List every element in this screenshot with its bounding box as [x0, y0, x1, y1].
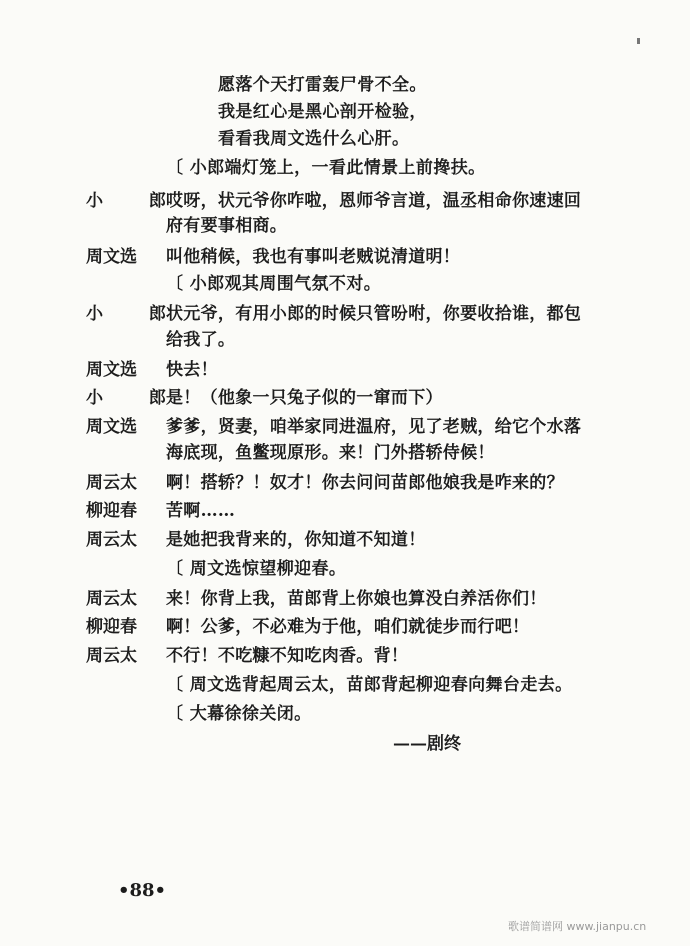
- stage-direction: 〔 小郎观其周围气氛不对。: [166, 274, 382, 294]
- page-number: •88•: [118, 880, 167, 901]
- scan-mark: [637, 38, 640, 44]
- dialogue-line: 快去！: [166, 360, 218, 380]
- dialogue-line: 来！你背上我，苗郎背上你娘也算没白养活你们！: [166, 589, 547, 609]
- dialogue-line: 叫他稍候，我也有事叫老贼说清道明！: [166, 247, 461, 267]
- watermark: 歌谱简谱网 www.jianpu.cn: [508, 920, 647, 933]
- speaker-name: 小 郎: [86, 304, 186, 324]
- dialogue-line: 苦啊……: [166, 501, 236, 521]
- verse-line: 我是红心是黑心剖开检验，: [218, 102, 427, 122]
- speaker-name: 周文选: [86, 417, 137, 437]
- stage-direction: 〔 大幕徐徐关闭。: [166, 704, 312, 724]
- speaker-name: 柳迎春: [86, 501, 137, 521]
- dialogue-line: 爹爹，贤妻，咱举家同进温府，见了老贼，给它个水落: [166, 417, 582, 437]
- speaker-name: 柳迎春: [86, 617, 137, 637]
- speaker-name: 周文选: [86, 247, 137, 267]
- dialogue-line: 是！（他象一只兔子似的一窜而下）: [166, 388, 443, 408]
- verse-line: 看看我周文选什么心肝。: [218, 129, 410, 149]
- dialogue-line: 哎呀，状元爷你咋啦，恩师爷言道，温丞相命你速速回: [166, 191, 582, 211]
- speaker-name: 周云太: [86, 589, 137, 609]
- dialogue-line: 啊！公爹，不必难为于他，咱们就徒步而行吧！: [166, 617, 530, 637]
- dialogue-line: 是她把我背来的，你知道不知道！: [166, 530, 426, 550]
- speaker-name: 周云太: [86, 646, 137, 666]
- stage-direction: 〔 周文选惊望柳迎春。: [166, 559, 347, 579]
- dialogue-line: 海底现，鱼鳖现原形。来！门外搭轿侍候！: [166, 443, 495, 463]
- dialogue-line: 状元爷，有用小郎的时候只管吩咐，你要收拾谁，都包: [166, 304, 582, 324]
- speaker-name: 小 郎: [86, 388, 186, 408]
- stage-direction: 〔 周文选背起周云太，苗郎背起柳迎春向舞台走去。: [166, 675, 573, 695]
- speaker-name: 周文选: [86, 360, 137, 380]
- stage-direction: 〔 小郎端灯笼上，一看此情景上前搀扶。: [166, 158, 486, 178]
- speaker-name: 周云太: [86, 473, 137, 493]
- speaker-name: 小 郎: [86, 191, 186, 211]
- ending-note: ——剧终: [393, 734, 461, 754]
- dialogue-line: 府有要事相商。: [166, 216, 288, 236]
- dialogue-line: 啊！搭轿？！奴才！你去问问苗郎他娘我是咋来的？: [166, 473, 564, 493]
- speaker-name: 周云太: [86, 530, 137, 550]
- dialogue-line: 不行！不吃糠不知吃肉香。背！: [166, 646, 409, 666]
- verse-line: 愿落个天打雷轰尸骨不全。: [218, 75, 427, 95]
- dialogue-line: 给我了。: [166, 330, 236, 350]
